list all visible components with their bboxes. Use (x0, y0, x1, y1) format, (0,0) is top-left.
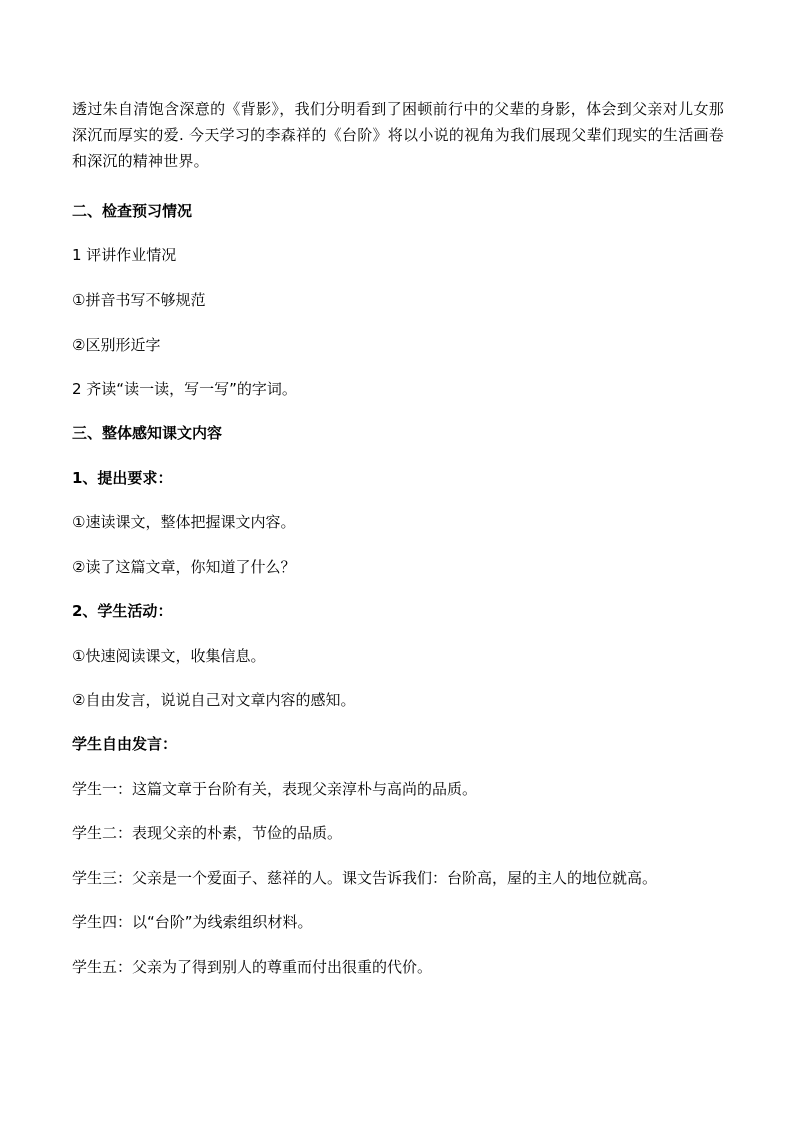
student-response: 学生四：以“台阶”为线索组织材料。 (72, 913, 313, 931)
subheading-requirements: 1、提出要求： (72, 469, 173, 487)
document-page (72, 96, 724, 976)
intro-paragraph: 透过朱自清饱含深意的《背影》，我们分明看到了困顿前行中的父辈的身影，体会到父亲对儿女那深沉而厚实的爱. 今天学习的李森祥的《台阶》将以小说的视角为我们展现父辈们现实的生活画卷和深沉的精神世界。 (72, 100, 724, 170)
subheading-free-speech: 学生自由发言： (72, 735, 178, 753)
student-response: 学生三：父亲是一个爱面子、慈祥的人。课文告诉我们：台阶高，屋的主人的地位就高。 (72, 869, 658, 887)
subheading-student-activity: 2、学生活动： (72, 602, 173, 620)
list-item: ①拼音书写不够规范 (72, 291, 206, 309)
list-item: ①速读课文，整体把握课文内容。 (72, 513, 296, 531)
list-item: ①快速阅读课文，收集信息。 (72, 647, 266, 665)
list-item: ②读了这篇文章，你知道了什么？ (72, 558, 296, 576)
section-heading-overall-perception: 三、整体感知课文内容 (72, 424, 223, 442)
list-item: 1 评讲作业情况 (72, 246, 177, 264)
section-heading-preview-check: 二、检查预习情况 (72, 202, 193, 220)
list-item: 2 齐读“读一读，写一写”的字词。 (72, 380, 297, 398)
student-response: 学生一：这篇文章于台阶有关，表现父亲淳朴与高尚的品质。 (72, 780, 478, 798)
student-response: 学生二：表现父亲的朴素，节俭的品质。 (72, 824, 343, 842)
list-item: ②自由发言，说说自己对文章内容的感知。 (72, 691, 356, 709)
list-item: ②区别形近字 (72, 336, 161, 354)
student-response: 学生五：父亲为了得到别人的尊重而付出很重的代价。 (72, 958, 433, 976)
